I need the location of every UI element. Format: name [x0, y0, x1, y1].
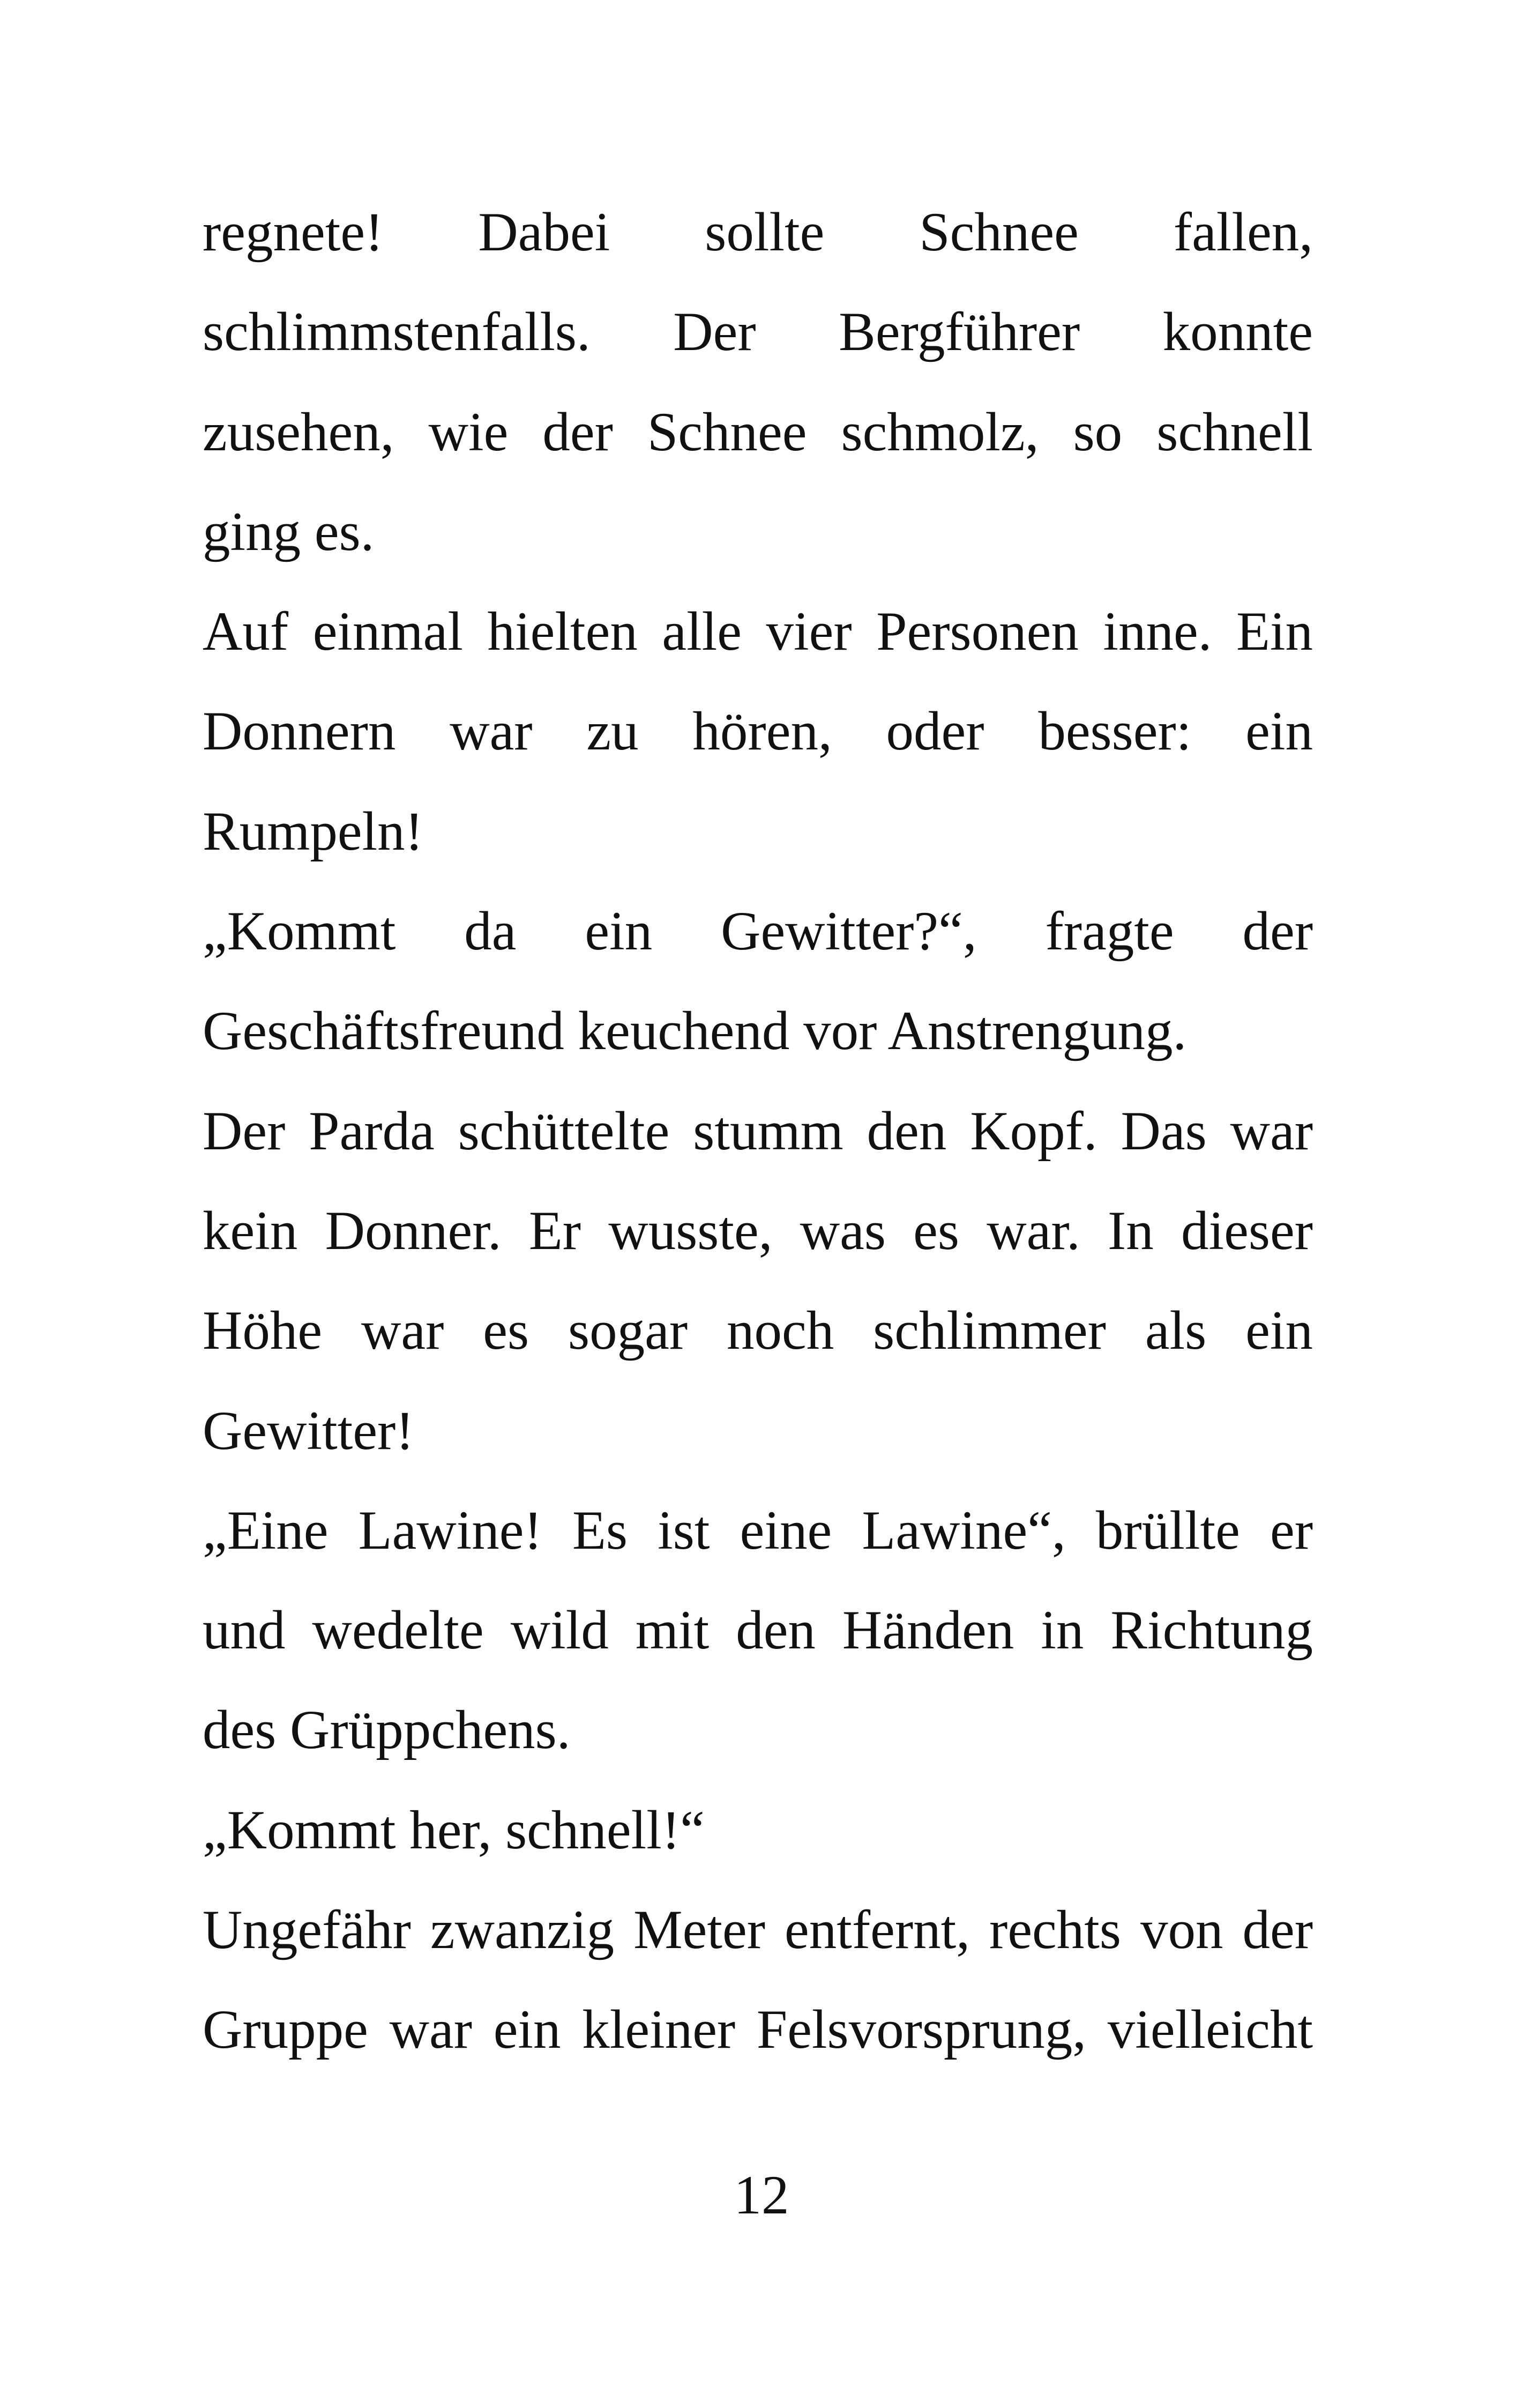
text-line: und wedelte wild mit den Händen in Richtung — [203, 1600, 1313, 1661]
text-line: Geschäftsfreund keuchend vor Anstrengung. — [203, 1000, 1187, 1062]
text-line: Ungefähr zwanzig Meter entfernt, rechts von der — [203, 1899, 1313, 1961]
text-line: des Grüppchens. — [203, 1699, 571, 1761]
text-line: Donnern war zu hören, oder besser: ein — [203, 701, 1313, 762]
text-line: ging es. — [203, 501, 375, 562]
text-line: Höhe war es sogar noch schlimmer als ein — [203, 1300, 1313, 1362]
text-line: Auf einmal hielten alle vier Personen inne. Ein — [203, 601, 1313, 663]
text-line: schlimmstenfalls. Der Bergführer konnte — [203, 301, 1313, 363]
text-line: regnete! Dabei sollte Schnee fallen, — [203, 202, 1313, 263]
text-line: Gruppe war ein kleiner Felsvorsprung, vielleicht — [203, 1999, 1313, 2061]
text-line: „Kommt da ein Gewitter?“, fragte der — [203, 901, 1313, 962]
text-line: Gewitter! — [203, 1400, 414, 1461]
body-text — [203, 182, 1313, 2080]
text-line: zusehen, wie der Schnee schmolz, so schnell — [203, 401, 1313, 463]
text-line: „Eine Lawine! Es ist eine Lawine“, brüllte er — [203, 1499, 1313, 1561]
page-number: 12 — [734, 2165, 789, 2226]
text-line: Der Parda schüttelte stumm den Kopf. Das war — [203, 1100, 1313, 1162]
text-line: Rumpeln! — [203, 800, 423, 862]
text-line: kein Donner. Er wusste, was es war. In dieser — [203, 1200, 1313, 1261]
text-line: „Kommt her, schnell!“ — [203, 1799, 705, 1861]
